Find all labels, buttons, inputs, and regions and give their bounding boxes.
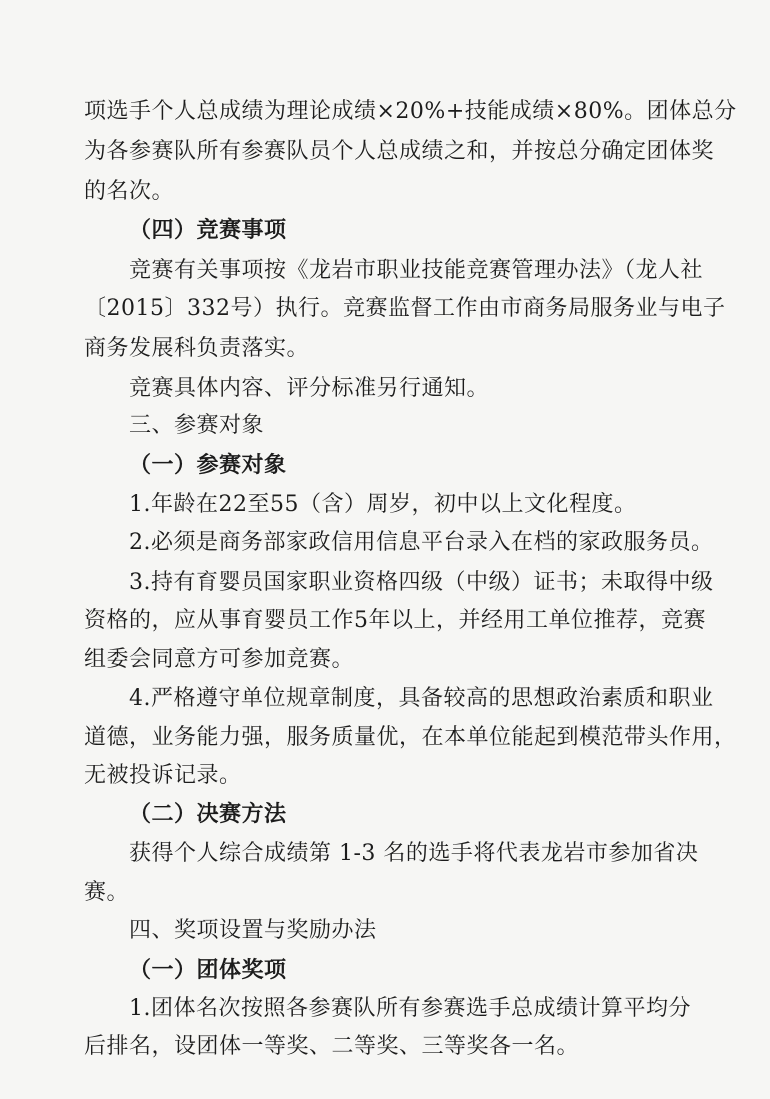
section-subheading: （四）竞赛事项 (129, 217, 287, 243)
paragraph-line: 无被投诉记录。 (84, 763, 242, 788)
paragraph-line: 的名次。 (84, 179, 175, 204)
paragraph-line: 商务发展科负责落实。 (84, 336, 310, 361)
paragraph-line: 资格的，应从事育婴员工作5年以上，并经用工单位推荐，竞赛 (84, 608, 706, 633)
section-heading: 四、奖项设置与奖励办法 (129, 918, 377, 943)
section-subheading: （一）参赛对象 (129, 452, 287, 478)
paragraph-line: 竞赛具体内容、评分标准另行通知。 (129, 376, 490, 401)
paragraph-line: 竞赛有关事项按《龙岩市职业技能竞赛管理办法》（龙人社 (129, 258, 704, 283)
paragraph-line: 项选手个人总成绩为理论成绩×20%+技能成绩×80%。团体总分 (84, 99, 737, 124)
list-item: 1.年龄在22至55（含）周岁，初中以上文化程度。 (129, 492, 637, 517)
paragraph-line: 获得个人综合成绩第 1-3 名的选手将代表龙岩市参加省决 (129, 841, 699, 866)
section-heading: 三、参赛对象 (129, 413, 265, 438)
section-subheading: （一）团体奖项 (129, 957, 287, 983)
paragraph-line: 〔2015〕332号）执行。竞赛监督工作由市商务局服务业与电子 (84, 296, 726, 321)
paragraph-line: 后排名，设团体一等奖、二等奖、三等奖各一名。 (84, 1034, 580, 1059)
paragraph-line: 赛。 (84, 880, 130, 905)
list-item: 3.持有育婴员国家职业资格四级（中级）证书；未取得中级 (129, 570, 714, 595)
paragraph-line: 组委会同意方可参加竞赛。 (84, 647, 355, 672)
paragraph-line: 为各参赛队所有参赛队员个人总成绩之和，并按总分确定团体奖 (84, 139, 715, 164)
section-subheading: （二）决赛方法 (129, 801, 287, 827)
list-item: 1.团体名次按照各参赛队所有参赛选手总成绩计算平均分 (129, 996, 691, 1021)
list-item: 2.必须是商务部家政信用信息平台录入在档的家政服务员。 (129, 530, 714, 555)
list-item: 4.严格遵守单位规章制度，具备较高的思想政治素质和职业 (129, 686, 714, 711)
paragraph-line: 道德，业务能力强，服务质量优，在本单位能起到模范带头作用， (84, 725, 737, 750)
